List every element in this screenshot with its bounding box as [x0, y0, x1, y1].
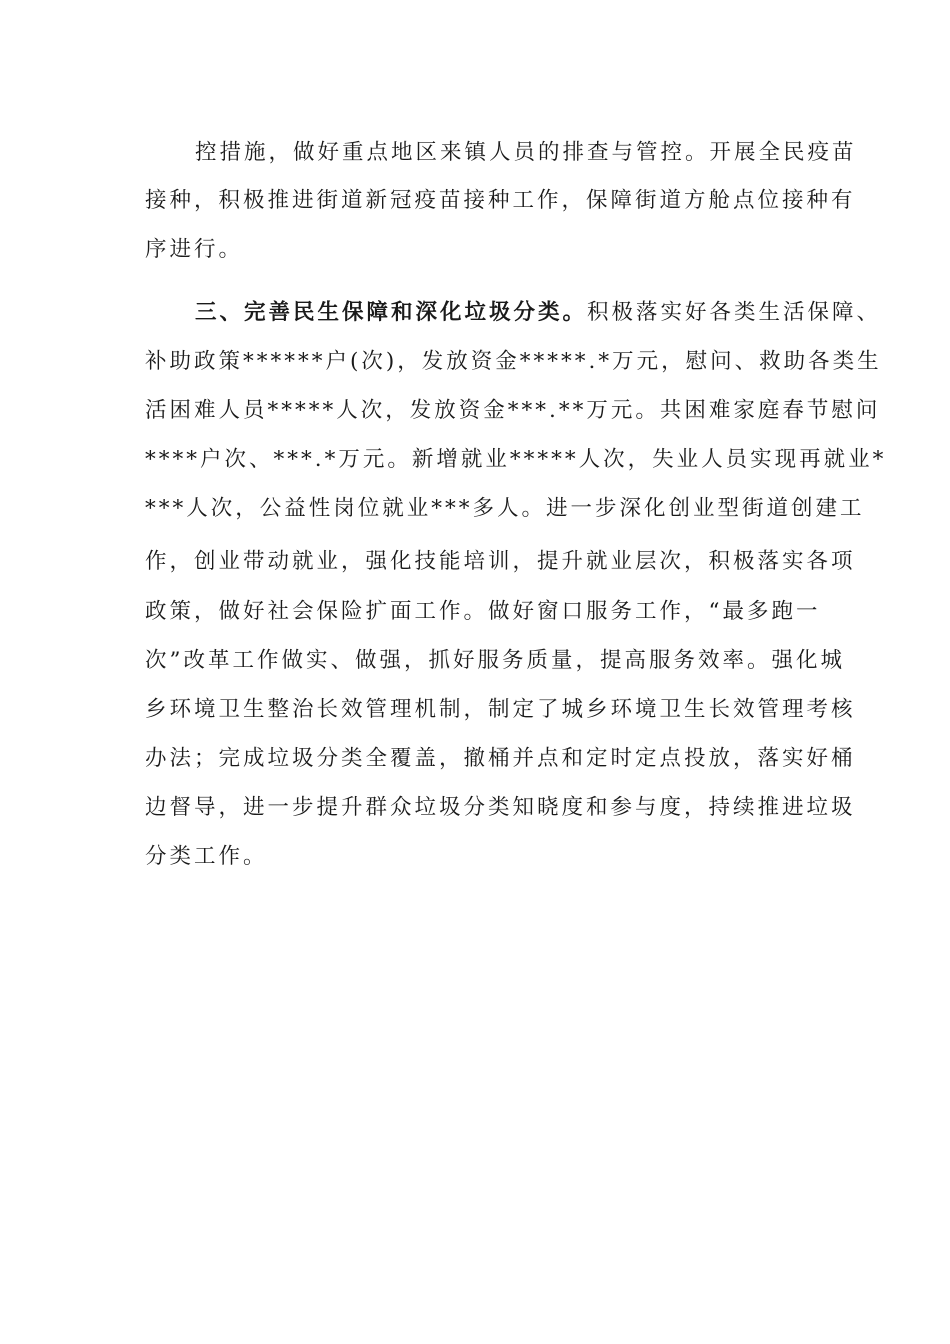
- paragraph2-line-3: 活困难人员*****人次，发放资金***.**万元。共困难家庭春节慰问: [145, 398, 881, 423]
- paragraph1-line-1: 控措施，做好重点地区来镇人员的排查与管控。开展全民疫苗: [195, 140, 857, 165]
- paragraph2-line-1-text: 积极落实好各类生活保障、: [587, 300, 882, 325]
- paragraph2-line-5: ***人次，公益性岗位就业***多人。进一步深化创业型街道创建工: [145, 496, 865, 521]
- paragraph1-line-2: 接种，积极推进街道新冠疫苗接种工作，保障街道方舱点位接种有: [145, 188, 856, 213]
- paragraph2-line-1: [195, 299, 882, 327]
- paragraph2-line-7: 政策，做好社会保险扩面工作。做好窗口服务工作，“最多跑一: [145, 599, 821, 624]
- paragraph2-line-8: 次”改革工作做实、做强，抓好服务质量，提高服务效率。强化城: [145, 648, 845, 673]
- paragraph1-line-3: 序进行。: [145, 237, 244, 262]
- paragraph2-line-12: 分类工作。: [145, 844, 268, 869]
- paragraph2-line-9: 乡环境卫生整治长效管理机制，制定了城乡环境卫生长效管理考核: [145, 697, 856, 722]
- paragraph2-line-6: 作，创业带动就业，强化技能培训，提升就业层次，积极落实各项: [145, 549, 856, 574]
- section-heading: 三、完善民生保障和深化垃圾分类。: [195, 300, 588, 325]
- paragraph2-line-2: 补助政策******户(次)，发放资金*****.*万元，慰问、救助各类生: [145, 349, 882, 374]
- paragraph2-line-11: 边督导，进一步提升群众垃圾分类知晓度和参与度，持续推进垃圾: [145, 795, 856, 820]
- paragraph2-line-10: 办法；完成垃圾分类全覆盖，撤桶并点和定时定点投放，落实好桶: [145, 746, 856, 771]
- paragraph2-line-4: ****户次、***.*万元。新增就业*****人次，失业人员实现再就业*: [145, 447, 887, 472]
